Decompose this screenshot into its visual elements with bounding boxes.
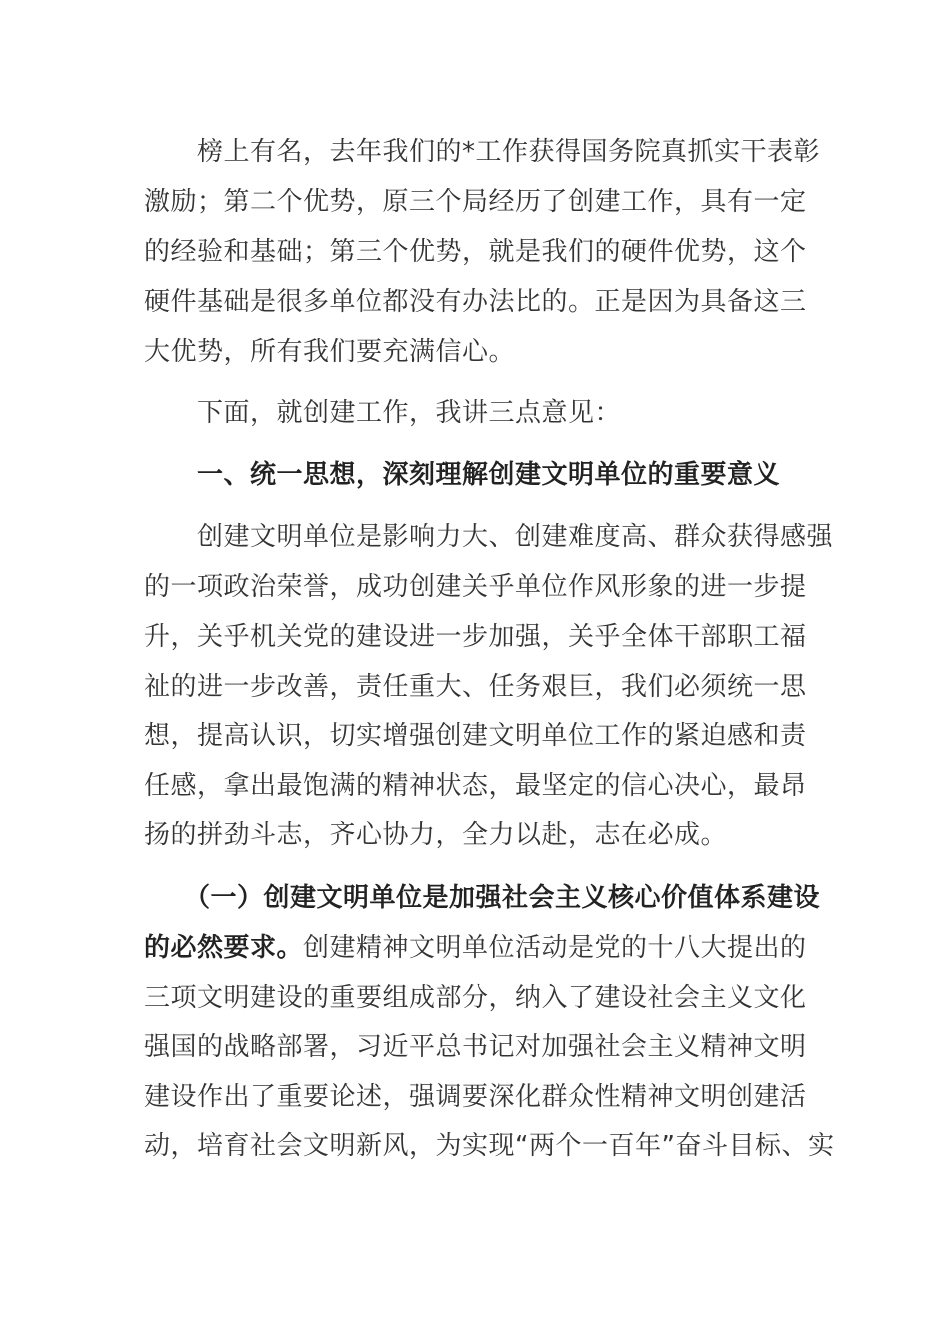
paragraph-line: 动，培育社会文明新风，为实现“两个一百年”奋斗目标、实 xyxy=(144,1131,835,1161)
paragraph-line: 大优势，所有我们要充满信心。 xyxy=(144,337,516,367)
paragraph-line: 激励；第二个优势，原三个局经历了创建工作，具有一定 xyxy=(144,187,807,217)
paragraph-line: 的经验和基础；第三个优势，就是我们的硬件优势，这个 xyxy=(144,237,807,267)
paragraph-line: 祉的进一步改善，责任重大、任务艰巨，我们必须统一思 xyxy=(144,672,807,702)
paragraph-line: 榜上有名，去年我们的*工作获得国务院真抓实干表彰 xyxy=(144,137,821,167)
paragraph-line: 任感，拿出最饱满的精神状态，最坚定的信心决心，最昂 xyxy=(144,771,807,801)
paragraph-line: 强国的战略部署，习近平总书记对加强社会主义精神文明 xyxy=(144,1032,807,1062)
paragraph-line: 硬件基础是很多单位都没有办法比的。正是因为具备这三 xyxy=(144,287,807,317)
paragraph-line: 建设作出了重要论述，强调要深化群众性精神文明创建活 xyxy=(144,1082,807,1112)
subsection-heading: （一）创建文明单位是加强社会主义核心价值体系建设 xyxy=(144,883,821,913)
paragraph-line: 扬的拼劲斗志，齐心协力，全力以赴，志在必成。 xyxy=(144,820,728,850)
paragraph-text: 创建精神文明单位活动是党的十八大提出的 xyxy=(303,933,807,963)
paragraph-line: 想，提高认识，切实增强创建文明单位工作的紧迫感和责 xyxy=(144,721,807,751)
paragraph-line: 升，关乎机关党的建设进一步加强，关乎全体干部职工福 xyxy=(144,622,807,652)
subsection-heading-tail: 的必然要求。 xyxy=(144,933,304,963)
paragraph-line: 的一项政治荣誉，成功创建关乎单位作风形象的进一步提 xyxy=(144,572,807,602)
subsection-heading-line-2 xyxy=(144,928,807,968)
paragraph-line: 创建文明单位是影响力大、创建难度高、群众获得感强 xyxy=(144,522,834,552)
paragraph-line: 三项文明建设的重要组成部分，纳入了建设社会主义文化 xyxy=(144,983,807,1013)
intro-line: 下面，就创建工作，我讲三点意见： xyxy=(144,398,622,428)
section-heading: 一、统一思想，深刻理解创建文明单位的重要意义 xyxy=(144,460,781,490)
